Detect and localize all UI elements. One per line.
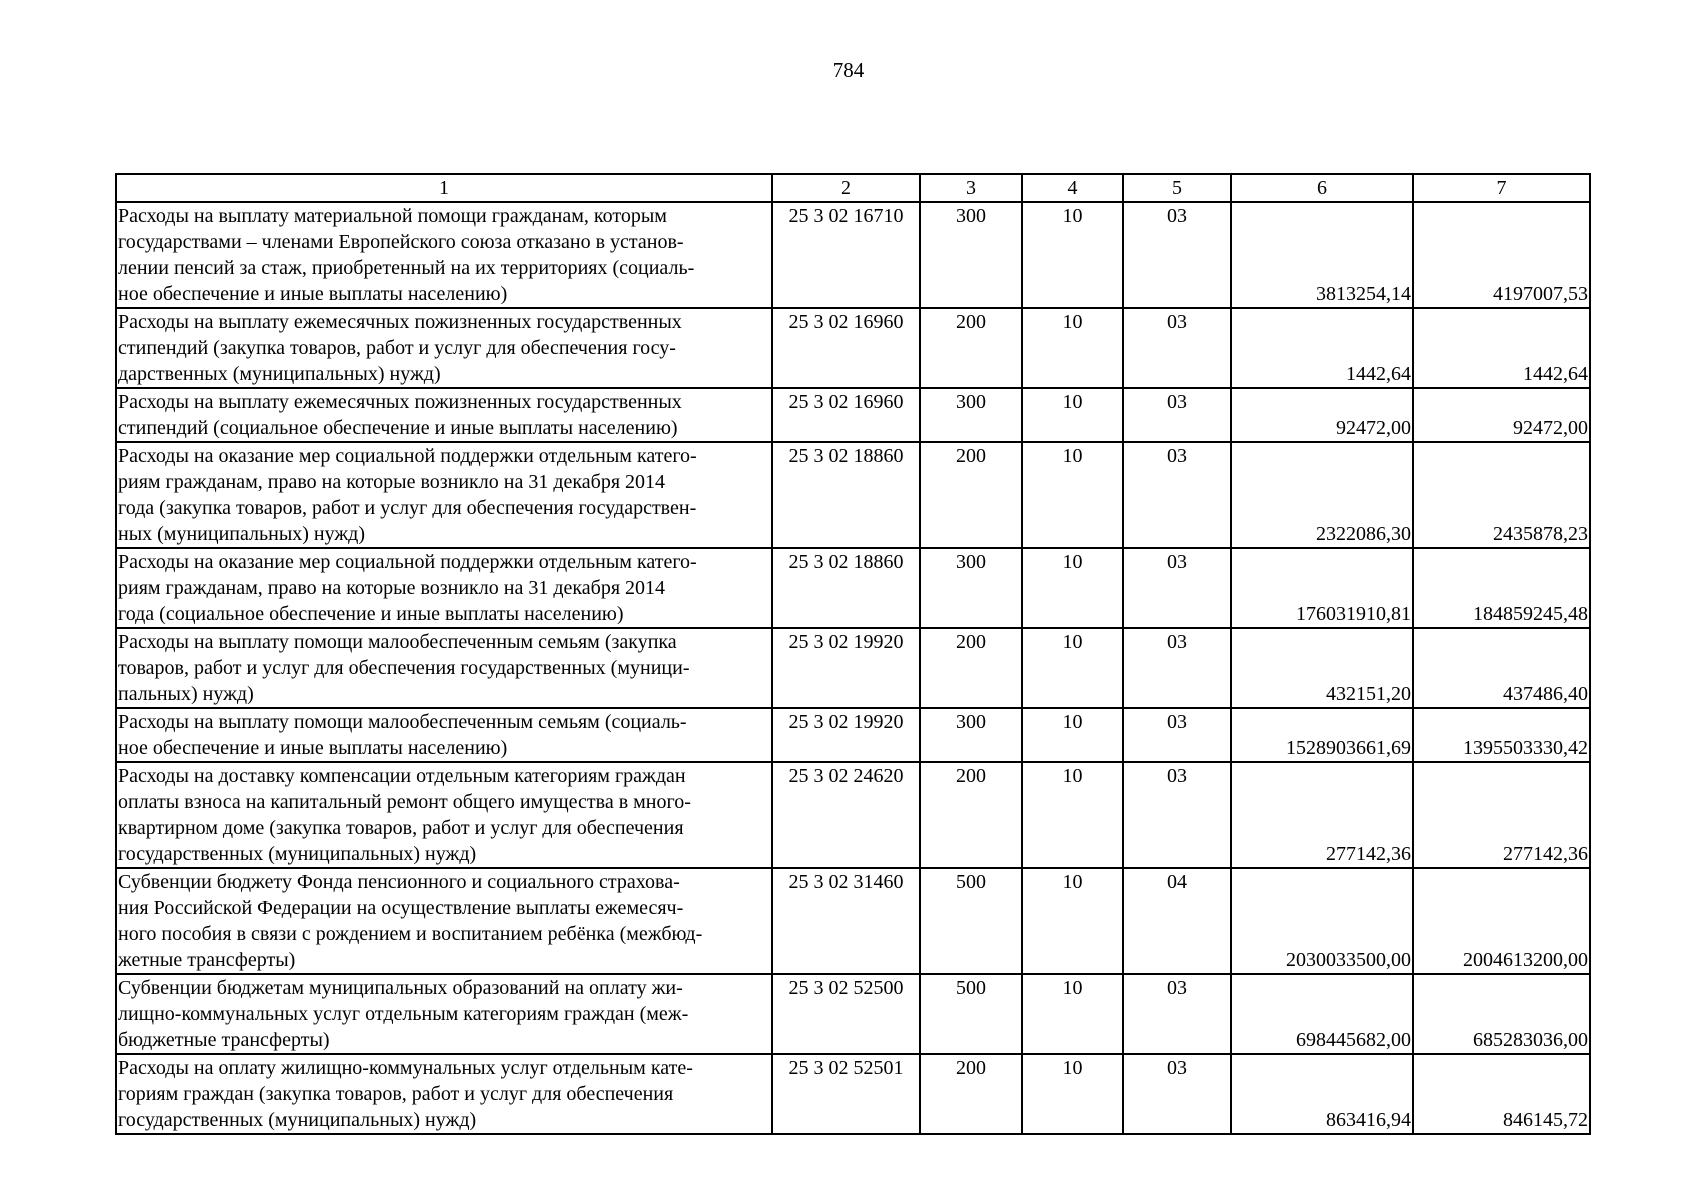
header-col-5: 5: [1123, 174, 1231, 202]
row-expense-type: 200: [920, 628, 1022, 708]
row-subsection: 03: [1123, 1054, 1231, 1134]
table-body: [116, 202, 1590, 1134]
table-row: [116, 308, 1590, 388]
row-section: 10: [1022, 1054, 1123, 1134]
description-line: товаров, работ и услуг для обеспечения государственных (муници-: [118, 657, 690, 679]
row-section: 10: [1022, 308, 1123, 388]
row-amount-col-7: 2004613200,00: [1413, 868, 1590, 974]
description-line: дарственных (муниципальных) нужд): [118, 363, 441, 385]
row-section: 10: [1022, 628, 1123, 708]
row-subsection: 03: [1123, 974, 1231, 1054]
description-line: пальных) нужд): [118, 683, 254, 705]
row-kbk-code: 25 3 02 52501: [772, 1054, 920, 1134]
row-description: [116, 202, 772, 308]
description-line: Расходы на оплату жилищно-коммунальных услуг отдельным кате-: [118, 1057, 693, 1079]
row-section: 10: [1022, 202, 1123, 308]
row-amount-col-6: 3813254,14: [1231, 202, 1413, 308]
description-line: Расходы на выплату ежемесячных пожизненных государственных: [118, 311, 682, 333]
description-line: ное обеспечение и иные выплаты населению): [118, 283, 508, 305]
row-amount-col-6: 2322086,30: [1231, 442, 1413, 548]
row-expense-type: 300: [920, 388, 1022, 442]
row-subsection: 03: [1123, 548, 1231, 628]
row-expense-type: 500: [920, 868, 1022, 974]
row-kbk-code: 25 3 02 16960: [772, 388, 920, 442]
page-number: 784: [832, 58, 865, 82]
description-line: ния Российской Федерации на осуществление выплаты ежемесяч-: [118, 897, 684, 919]
row-amount-col-6: 1528903661,69: [1231, 708, 1413, 762]
row-subsection: 03: [1123, 708, 1231, 762]
row-expense-type: 200: [920, 762, 1022, 868]
row-expense-type: 500: [920, 974, 1022, 1054]
table-row: [116, 1054, 1590, 1134]
row-amount-col-7: 4197007,53: [1413, 202, 1590, 308]
row-description: [116, 1054, 772, 1134]
description-line: государствами – членами Европейского союза отказано в установ-: [118, 231, 684, 253]
row-amount-col-6: 698445682,00: [1231, 974, 1413, 1054]
row-section: 10: [1022, 762, 1123, 868]
row-amount-col-7: 92472,00: [1413, 388, 1590, 442]
description-line: Субвенции бюджету Фонда пенсионного и социального страхова-: [118, 871, 680, 893]
description-line: ных (муниципальных) нужд): [118, 523, 366, 545]
table-row: [116, 974, 1590, 1054]
row-section: 10: [1022, 548, 1123, 628]
description-line: стипендий (закупка товаров, работ и услуг для обеспечения госу-: [118, 337, 676, 359]
row-section: 10: [1022, 708, 1123, 762]
description-line: Расходы на оказание мер социальной поддержки отдельным катего-: [118, 445, 697, 467]
row-description: [116, 308, 772, 388]
row-subsection: 03: [1123, 442, 1231, 548]
header-col-2: 2: [772, 174, 920, 202]
row-amount-col-7: 685283036,00: [1413, 974, 1590, 1054]
row-section: 10: [1022, 868, 1123, 974]
table-row: [116, 708, 1590, 762]
row-amount-col-6: 863416,94: [1231, 1054, 1413, 1134]
row-subsection: 04: [1123, 868, 1231, 974]
description-line: Расходы на доставку компенсации отдельным категориям граждан: [118, 765, 686, 787]
row-expense-type: 300: [920, 708, 1022, 762]
description-line: государственных (муниципальных) нужд): [118, 1109, 477, 1131]
row-section: 10: [1022, 388, 1123, 442]
row-amount-col-6: 277142,36: [1231, 762, 1413, 868]
row-amount-col-7: 846145,72: [1413, 1054, 1590, 1134]
description-line: Расходы на выплату помощи малообеспеченным семьям (социаль-: [118, 711, 687, 733]
row-amount-col-6: 176031910,81: [1231, 548, 1413, 628]
row-description: [116, 974, 772, 1054]
row-subsection: 03: [1123, 202, 1231, 308]
description-line: гориям граждан (закупка товаров, работ и услуг для обеспечения: [118, 1083, 674, 1105]
row-amount-col-6: 2030033500,00: [1231, 868, 1413, 974]
description-line: стипендий (социальное обеспечение и иные выплаты населению): [118, 417, 678, 439]
row-kbk-code: 25 3 02 16710: [772, 202, 920, 308]
row-subsection: 03: [1123, 628, 1231, 708]
row-kbk-code: 25 3 02 18860: [772, 548, 920, 628]
table-row: [116, 442, 1590, 548]
row-kbk-code: 25 3 02 16960: [772, 308, 920, 388]
row-kbk-code: 25 3 02 31460: [772, 868, 920, 974]
table-row: [116, 868, 1590, 974]
row-expense-type: 300: [920, 202, 1022, 308]
row-description: [116, 442, 772, 548]
row-section: 10: [1022, 974, 1123, 1054]
row-amount-col-7: 1442,64: [1413, 308, 1590, 388]
row-amount-col-6: 432151,20: [1231, 628, 1413, 708]
row-kbk-code: 25 3 02 19920: [772, 628, 920, 708]
description-line: жетные трансферты): [118, 949, 296, 971]
description-line: года (закупка товаров, работ и услуг для обеспечения государствен-: [118, 497, 697, 519]
description-line: лении пенсий за стаж, приобретенный на их территориях (социаль-: [118, 257, 695, 279]
description-line: бюджетные трансферты): [118, 1029, 330, 1051]
table-row: [116, 388, 1590, 442]
row-amount-col-7: 184859245,48: [1413, 548, 1590, 628]
row-expense-type: 200: [920, 1054, 1022, 1134]
header-col-1: 1: [116, 174, 772, 202]
header-col-4: 4: [1022, 174, 1123, 202]
row-subsection: 03: [1123, 308, 1231, 388]
description-line: лищно-коммунальных услуг отдельным категориям граждан (меж-: [118, 1003, 689, 1025]
description-line: ное обеспечение и иные выплаты населению): [118, 737, 508, 759]
description-line: риям гражданам, право на которые возникло на 31 декабря 2014: [118, 577, 666, 599]
row-amount-col-7: 1395503330,42: [1413, 708, 1590, 762]
row-kbk-code: 25 3 02 24620: [772, 762, 920, 868]
row-expense-type: 300: [920, 548, 1022, 628]
row-expense-type: 200: [920, 308, 1022, 388]
table-row: [116, 548, 1590, 628]
row-description: [116, 548, 772, 628]
row-description: [116, 762, 772, 868]
description-line: квартирном доме (закупка товаров, работ и услуг для обеспечения: [118, 817, 684, 839]
budget-table: [115, 173, 1591, 1135]
table-row: [116, 628, 1590, 708]
description-line: года (социальное обеспечение и иные выплаты населению): [118, 603, 624, 625]
row-amount-col-6: 1442,64: [1231, 308, 1413, 388]
description-line: Расходы на выплату ежемесячных пожизненных государственных: [118, 391, 682, 413]
header-col-7: 7: [1413, 174, 1590, 202]
table-row: [116, 762, 1590, 868]
description-line: риям гражданам, право на которые возникло на 31 декабря 2014: [118, 471, 666, 493]
description-line: государственных (муниципальных) нужд): [118, 843, 477, 865]
row-section: 10: [1022, 442, 1123, 548]
row-description: [116, 868, 772, 974]
row-expense-type: 200: [920, 442, 1022, 548]
row-subsection: 03: [1123, 388, 1231, 442]
row-kbk-code: 25 3 02 19920: [772, 708, 920, 762]
description-line: Расходы на выплату материальной помощи гражданам, которым: [118, 205, 667, 227]
row-amount-col-7: 2435878,23: [1413, 442, 1590, 548]
row-description: [116, 708, 772, 762]
header-col-6: 6: [1231, 174, 1413, 202]
row-amount-col-6: 92472,00: [1231, 388, 1413, 442]
description-line: ного пособия в связи с рождением и воспитанием ребёнка (межбюд-: [118, 923, 703, 945]
row-amount-col-7: 437486,40: [1413, 628, 1590, 708]
row-kbk-code: 25 3 02 52500: [772, 974, 920, 1054]
description-line: Расходы на оказание мер социальной поддержки отдельным катего-: [118, 551, 697, 573]
row-amount-col-7: 277142,36: [1413, 762, 1590, 868]
row-description: [116, 388, 772, 442]
header-col-3: 3: [920, 174, 1022, 202]
description-line: оплаты взноса на капитальный ремонт общего имущества в много-: [118, 791, 691, 813]
row-subsection: 03: [1123, 762, 1231, 868]
description-line: Субвенции бюджетам муниципальных образований на оплату жи-: [118, 977, 683, 999]
header-row: [116, 174, 1590, 202]
description-line: Расходы на выплату помощи малообеспеченным семьям (закупка: [118, 631, 677, 653]
row-kbk-code: 25 3 02 18860: [772, 442, 920, 548]
row-description: [116, 628, 772, 708]
table-row: [116, 202, 1590, 308]
